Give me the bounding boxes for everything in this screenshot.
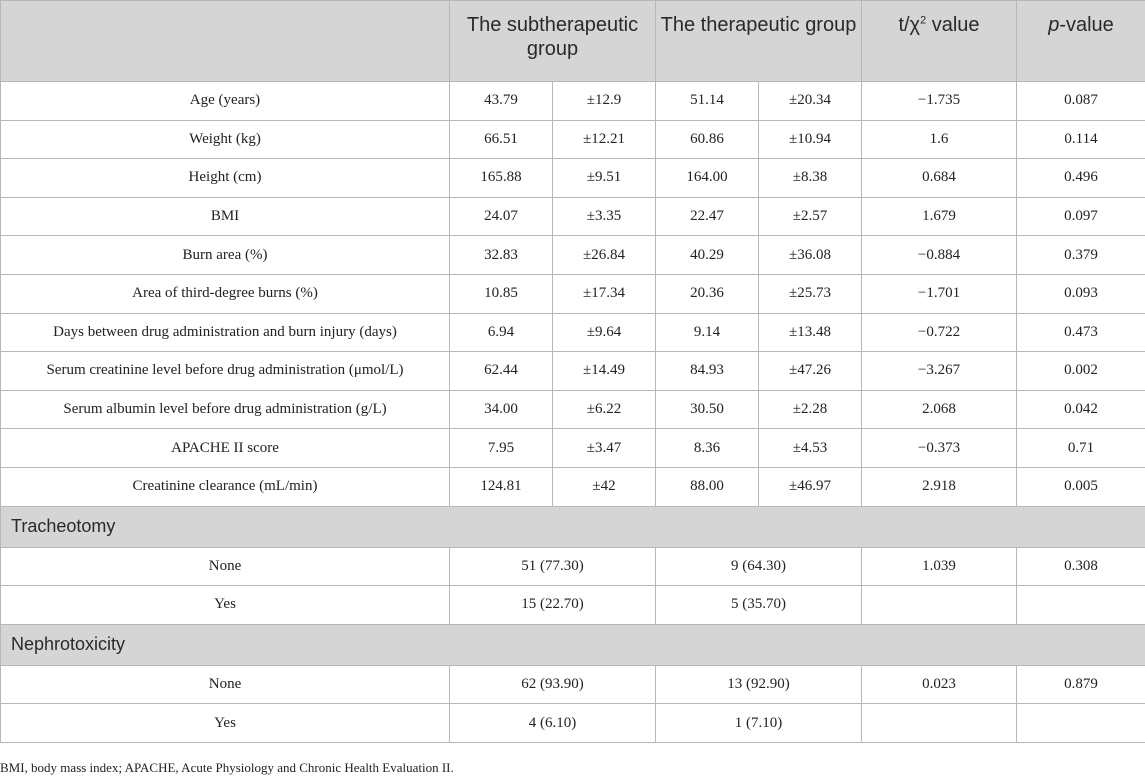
- subtherapeutic-sd: ±17.34: [553, 274, 656, 313]
- section-header-row: [1, 506, 1145, 547]
- therapeutic-mean: 9.14: [656, 313, 759, 352]
- therapeutic-mean: 84.93: [656, 352, 759, 391]
- therapeutic-sd: ±10.94: [759, 120, 862, 159]
- p-value: 0.002: [1017, 352, 1145, 391]
- table-row: [1, 352, 1145, 391]
- row-label: Serum albumin level before drug administration (g/L): [1, 390, 450, 429]
- subtherapeutic-sd: ±9.51: [553, 159, 656, 198]
- table-row: [1, 236, 1145, 275]
- subtherapeutic-mean: 62.44: [450, 352, 553, 391]
- therapeutic-mean: 88.00: [656, 467, 759, 506]
- p-value: 0.71: [1017, 429, 1145, 468]
- header-row: [1, 1, 1145, 82]
- subtherapeutic-mean: 43.79: [450, 82, 553, 121]
- stat-value: 2.068: [862, 390, 1017, 429]
- subtherapeutic-count: 4 (6.10): [450, 704, 656, 743]
- stat-value: −0.722: [862, 313, 1017, 352]
- table-row: [1, 429, 1145, 468]
- subtherapeutic-sd: ±9.64: [553, 313, 656, 352]
- subtherapeutic-sd: ±14.49: [553, 352, 656, 391]
- subtherapeutic-mean: 6.94: [450, 313, 553, 352]
- therapeutic-count: 1 (7.10): [656, 704, 862, 743]
- header-p-value: p-value: [1017, 1, 1145, 82]
- row-label: Area of third-degree burns (%): [1, 274, 450, 313]
- row-label: Days between drug administration and burn injury (days): [1, 313, 450, 352]
- p-value: 0.879: [1017, 665, 1145, 704]
- therapeutic-count: 13 (92.90): [656, 665, 862, 704]
- table-row: [1, 313, 1145, 352]
- p-value: 0.042: [1017, 390, 1145, 429]
- therapeutic-mean: 30.50: [656, 390, 759, 429]
- p-value: 0.093: [1017, 274, 1145, 313]
- subtherapeutic-sd: ±6.22: [553, 390, 656, 429]
- p-value: 0.087: [1017, 82, 1145, 121]
- stat-value: 1.679: [862, 197, 1017, 236]
- table-row: [1, 120, 1145, 159]
- subtherapeutic-sd: ±3.47: [553, 429, 656, 468]
- stat-value: −1.701: [862, 274, 1017, 313]
- subtherapeutic-mean: 66.51: [450, 120, 553, 159]
- therapeutic-sd: ±8.38: [759, 159, 862, 198]
- therapeutic-mean: 51.14: [656, 82, 759, 121]
- subtherapeutic-mean: 124.81: [450, 467, 553, 506]
- table-row: [1, 586, 1145, 625]
- therapeutic-count: 9 (64.30): [656, 547, 862, 586]
- section-title: Nephrotoxicity: [1, 624, 1145, 665]
- row-label: Serum creatinine level before drug administration (μmol/L): [1, 352, 450, 391]
- table-row: [1, 704, 1145, 743]
- stat-value: 1.6: [862, 120, 1017, 159]
- p-value: 0.114: [1017, 120, 1145, 159]
- stat-value: −3.267: [862, 352, 1017, 391]
- table-row: [1, 82, 1145, 121]
- therapeutic-sd: ±13.48: [759, 313, 862, 352]
- p-value: 0.473: [1017, 313, 1145, 352]
- table-row: [1, 274, 1145, 313]
- therapeutic-mean: 22.47: [656, 197, 759, 236]
- stat-value: 0.684: [862, 159, 1017, 198]
- therapeutic-sd: ±47.26: [759, 352, 862, 391]
- therapeutic-mean: 8.36: [656, 429, 759, 468]
- table-row: [1, 197, 1145, 236]
- therapeutic-mean: 164.00: [656, 159, 759, 198]
- therapeutic-sd: ±46.97: [759, 467, 862, 506]
- subtherapeutic-sd: ±42: [553, 467, 656, 506]
- stat-value: −1.735: [862, 82, 1017, 121]
- p-value: 0.496: [1017, 159, 1145, 198]
- subtherapeutic-mean: 165.88: [450, 159, 553, 198]
- stat-value: −0.373: [862, 429, 1017, 468]
- row-label: BMI: [1, 197, 450, 236]
- section-title: Tracheotomy: [1, 506, 1145, 547]
- row-label: None: [1, 665, 450, 704]
- header-therapeutic: The therapeutic group: [656, 1, 862, 82]
- subtherapeutic-sd: ±3.35: [553, 197, 656, 236]
- stat-value: 2.918: [862, 467, 1017, 506]
- row-label: Burn area (%): [1, 236, 450, 275]
- table-row: [1, 390, 1145, 429]
- subtherapeutic-count: 15 (22.70): [450, 586, 656, 625]
- subtherapeutic-mean: 10.85: [450, 274, 553, 313]
- row-label: Age (years): [1, 82, 450, 121]
- row-label: Weight (kg): [1, 120, 450, 159]
- header-blank: [1, 1, 450, 82]
- therapeutic-sd: ±4.53: [759, 429, 862, 468]
- subtherapeutic-count: 62 (93.90): [450, 665, 656, 704]
- subtherapeutic-mean: 32.83: [450, 236, 553, 275]
- row-label: Height (cm): [1, 159, 450, 198]
- stat-value: 1.039: [862, 547, 1017, 586]
- stat-value: 0.023: [862, 665, 1017, 704]
- table-row: [1, 665, 1145, 704]
- row-label: Yes: [1, 704, 450, 743]
- therapeutic-mean: 40.29: [656, 236, 759, 275]
- header-subtherapeutic: The subtherapeutic group: [450, 1, 656, 82]
- subtherapeutic-sd: ±12.9: [553, 82, 656, 121]
- p-value: 0.308: [1017, 547, 1145, 586]
- therapeutic-sd: ±2.28: [759, 390, 862, 429]
- row-label: Creatinine clearance (mL/min): [1, 467, 450, 506]
- therapeutic-count: 5 (35.70): [656, 586, 862, 625]
- row-label: Yes: [1, 586, 450, 625]
- p-value: 0.379: [1017, 236, 1145, 275]
- table-row: [1, 159, 1145, 198]
- subtherapeutic-mean: 24.07: [450, 197, 553, 236]
- section-header-row: [1, 624, 1145, 665]
- subtherapeutic-count: 51 (77.30): [450, 547, 656, 586]
- subtherapeutic-sd: ±12.21: [553, 120, 656, 159]
- table-footnote: BMI, body mass index; APACHE, Acute Physiology and Chronic Health Evaluation II.: [0, 760, 454, 775]
- stat-value: [862, 586, 1017, 625]
- p-value: [1017, 704, 1145, 743]
- table-row: [1, 547, 1145, 586]
- header-stat-value: $t/\chi^2$ value: [862, 1, 1017, 82]
- therapeutic-sd: ±2.57: [759, 197, 862, 236]
- therapeutic-mean: 60.86: [656, 120, 759, 159]
- row-label: None: [1, 547, 450, 586]
- stat-value: [862, 704, 1017, 743]
- therapeutic-sd: ±36.08: [759, 236, 862, 275]
- stat-value: −0.884: [862, 236, 1017, 275]
- row-label: APACHE II score: [1, 429, 450, 468]
- table-row: [1, 467, 1145, 506]
- therapeutic-mean: 20.36: [656, 274, 759, 313]
- therapeutic-sd: ±25.73: [759, 274, 862, 313]
- therapeutic-sd: ±20.34: [759, 82, 862, 121]
- subtherapeutic-mean: 7.95: [450, 429, 553, 468]
- p-value: 0.097: [1017, 197, 1145, 236]
- p-value: [1017, 586, 1145, 625]
- subtherapeutic-sd: ±26.84: [553, 236, 656, 275]
- p-value: 0.005: [1017, 467, 1145, 506]
- subtherapeutic-mean: 34.00: [450, 390, 553, 429]
